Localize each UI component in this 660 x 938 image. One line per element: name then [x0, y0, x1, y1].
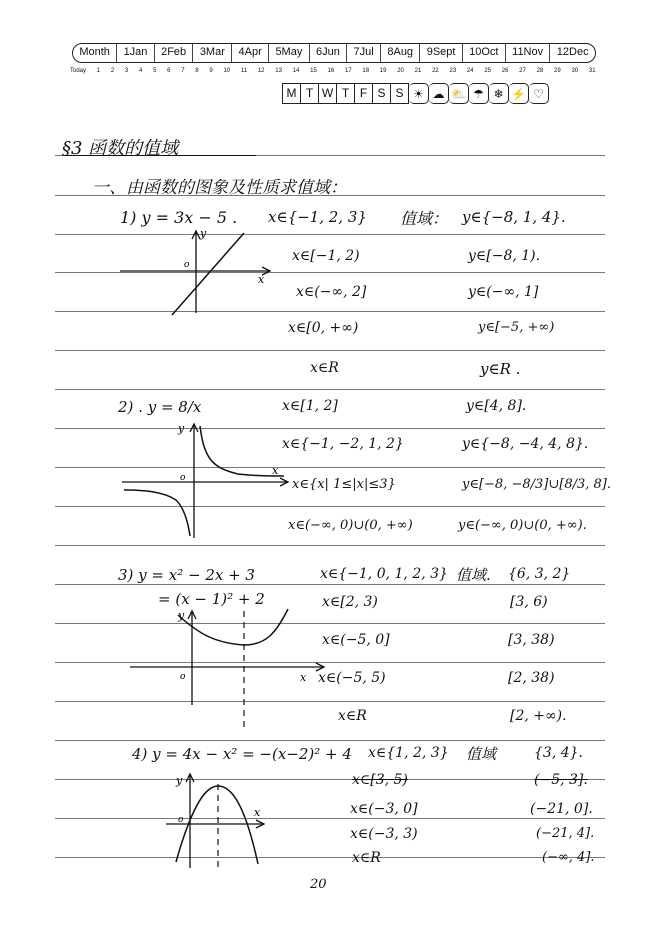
origin-label: o: [184, 260, 190, 270]
ex4-row-x: x∈(−3, 3): [350, 826, 418, 842]
ex2-row-y: y∈(−∞, 0)∪(0, +∞).: [458, 518, 587, 533]
today-label: Today: [70, 68, 87, 74]
day-number: 21: [414, 68, 422, 74]
ex1-range-label: 值域：: [400, 209, 449, 228]
ruled-line: [55, 389, 605, 390]
weekday-cell: F: [354, 83, 372, 104]
ruled-line: [55, 818, 605, 819]
ex2-row-x: x∈{x| 1≤|x|≤3}: [292, 477, 396, 492]
day-number: 1: [96, 68, 101, 74]
day-number: 18: [362, 68, 370, 74]
y-axis-label: y: [178, 422, 185, 435]
weekday-cell: T: [336, 83, 354, 104]
wind-icon: ♡: [529, 83, 549, 104]
ex4-graph: [150, 770, 270, 870]
ex4-row-y: (−21, 4].: [536, 826, 595, 841]
ex1-row-x: x∈(−∞, 2]: [296, 284, 367, 300]
ex3-range-set: {6, 3, 2}: [508, 566, 571, 582]
ex2-row-y: y∈{−8, −4, 4, 8}.: [462, 436, 589, 452]
rain-icon: ☂: [469, 83, 489, 104]
ex3-row-y: [3, 6): [510, 594, 548, 610]
month-cell: 12Dec: [556, 46, 589, 58]
ex3-graph: [120, 605, 330, 730]
day-number: 14: [292, 68, 300, 74]
day-number: 16: [327, 68, 335, 74]
month-cell: Month: [73, 44, 117, 62]
month-cell: 5May: [269, 44, 310, 62]
hyperbola-left-branch: [124, 490, 190, 536]
ex3-row-y: [2, +∞).: [510, 708, 567, 724]
ruled-line: [55, 740, 605, 741]
ex1-row-x: x∈[−1, 2): [292, 248, 360, 264]
day-number: 15: [310, 68, 317, 74]
ruled-line: [55, 584, 605, 585]
ex1-function: 1) y = 3x − 5 .: [120, 208, 238, 227]
ex4-row-y-struck: (−5, 3].: [534, 772, 588, 788]
month-cell: 7Jul: [347, 44, 381, 62]
day-number: 28: [536, 68, 544, 74]
month-bar: [72, 43, 596, 63]
weekday-cell: S: [390, 83, 409, 104]
ex3-row-y: [3, 38): [508, 632, 555, 648]
ex2-row-x: x∈(−∞, 0)∪(0, +∞): [288, 518, 413, 533]
day-number: 27: [519, 68, 526, 74]
month-cell: 3Mar: [193, 44, 232, 62]
ex4-row-x: x∈R: [352, 850, 381, 866]
month-cell: 1Jan: [117, 44, 155, 62]
month-cell: 9Sept: [420, 44, 462, 62]
day-number: 20: [397, 68, 404, 74]
ruled-line: [55, 857, 605, 858]
parabola: [176, 786, 258, 864]
day-number: 12: [257, 68, 265, 74]
ex4-row-y: (−∞, 4].: [542, 850, 595, 865]
ex1-graph: [112, 225, 282, 317]
day-number: 7: [181, 68, 185, 74]
day-number: 9: [209, 68, 213, 74]
weekday-box: [282, 83, 549, 104]
ex4-function: 4) y = 4x − x² = −(x−2)² + 4: [132, 745, 352, 763]
ex2-row-y: y∈[4, 8].: [466, 398, 527, 414]
ex2-function: 2) . y = 8/x: [118, 398, 202, 416]
ruled-line: [55, 545, 605, 546]
ex4-row-y: (−21, 0].: [530, 801, 593, 817]
ex3-domain-set: x∈{−1, 0, 1, 2, 3}: [320, 566, 448, 582]
partly-cloudy-icon: ⛅: [449, 83, 469, 104]
origin-label: o: [180, 473, 186, 483]
day-number: 6: [167, 68, 171, 74]
ex4-range-set: {3, 4}.: [534, 745, 583, 761]
ex4-row-x: x∈(−3, 0]: [350, 801, 418, 817]
day-number: 26: [501, 68, 509, 74]
ex3-row-x: x∈[2, 3): [322, 594, 378, 610]
ex1-row-y: y∈(−∞, 1]: [468, 284, 539, 300]
storm-icon: ⚡: [509, 83, 529, 104]
y-axis-label: y: [200, 227, 207, 240]
ex3-row-x: x∈(−5, 0]: [322, 632, 390, 648]
day-number: 5: [153, 68, 157, 74]
page-number: 20: [310, 877, 327, 892]
ex4-row-x-struck: x∈[3, 5): [352, 772, 408, 788]
ex4-domain-set: x∈{1, 2, 3}: [368, 745, 449, 761]
weekday-cell: S: [372, 83, 390, 104]
ex3-function: 3) y = x² − 2x + 3: [118, 566, 255, 584]
weekday-cell: M: [282, 83, 300, 104]
day-number: 4: [138, 68, 143, 74]
ruled-line: [55, 779, 605, 780]
y-axis-label: y: [178, 609, 185, 622]
sun-icon: ☀: [409, 83, 429, 104]
ex3-function-vertex-form: = (x − 1)² + 2: [158, 590, 265, 608]
x-axis-label: x: [300, 671, 307, 684]
ex1-row-y: y∈R .: [480, 360, 521, 378]
ex2-graph: [112, 418, 292, 543]
ex1-range-set: y∈{−8, 1, 4}.: [462, 208, 566, 226]
x-axis-label: x: [254, 806, 261, 819]
origin-label: o: [178, 815, 184, 825]
day-number: 24: [466, 68, 474, 74]
day-number: 30: [571, 68, 579, 74]
day-number: 2: [110, 68, 115, 74]
day-number: 13: [275, 68, 282, 74]
ex3-row-x: x∈R: [338, 708, 367, 724]
day-number: 17: [344, 68, 352, 74]
y-axis-label: y: [176, 774, 183, 787]
day-number: 19: [379, 68, 387, 74]
x-axis-label: x: [258, 273, 265, 286]
ex3-range-label: 值域.: [456, 566, 491, 584]
month-cell: 11Nov: [506, 44, 551, 62]
snow-icon: ❄: [489, 83, 509, 104]
month-cell: 6Jun: [310, 44, 348, 62]
x-axis-label: x: [272, 464, 279, 477]
ex2-row-x: x∈{−1, −2, 1, 2}: [282, 436, 404, 452]
day-number: 22: [432, 68, 439, 74]
day-number: 11: [240, 68, 248, 74]
ex1-row-y: y∈[−5, +∞): [478, 320, 555, 335]
day-number: 8: [195, 68, 199, 74]
parabola: [178, 609, 288, 645]
day-number: 25: [484, 68, 492, 74]
weekday-cell: W: [318, 83, 336, 104]
day-number: 3: [124, 68, 129, 74]
ex2-row-y: y∈[−8, −8/3]∪[8/3, 8].: [462, 477, 611, 492]
cloud-icon: ☁: [429, 83, 449, 104]
section-subheading: 一、由函数的图象及性质求值域：: [92, 178, 347, 198]
ruled-line: [55, 350, 605, 351]
ex4-range-label: 值域: [466, 745, 497, 763]
ex1-domain-set: x∈{−1, 2, 3}: [268, 208, 367, 226]
ex2-row-x: x∈[1, 2]: [282, 398, 338, 414]
ex1-row-y: y∈[−8, 1).: [468, 248, 541, 264]
month-cell: 2Feb: [155, 44, 194, 62]
ex3-row-x: x∈(−5, 5): [318, 670, 386, 686]
day-number: 10: [223, 68, 231, 74]
origin-label: o: [180, 672, 186, 682]
month-cell: 10Oct: [463, 44, 506, 62]
day-number: 31: [588, 68, 596, 74]
days-row: [70, 68, 596, 74]
ex3-row-y: [2, 38): [508, 670, 555, 686]
ex1-row-x: x∈[0, +∞): [288, 320, 359, 336]
weekday-cell: T: [300, 83, 318, 104]
section-heading: §3 函数的值域: [62, 138, 179, 159]
heading-underline: [66, 155, 256, 156]
ex1-row-x: x∈R: [310, 360, 339, 376]
month-cell: 4Apr: [232, 44, 269, 62]
day-number: 23: [449, 68, 457, 74]
line-graph: [172, 233, 244, 315]
day-number: 29: [554, 68, 561, 74]
month-cell: 8Aug: [381, 44, 420, 62]
